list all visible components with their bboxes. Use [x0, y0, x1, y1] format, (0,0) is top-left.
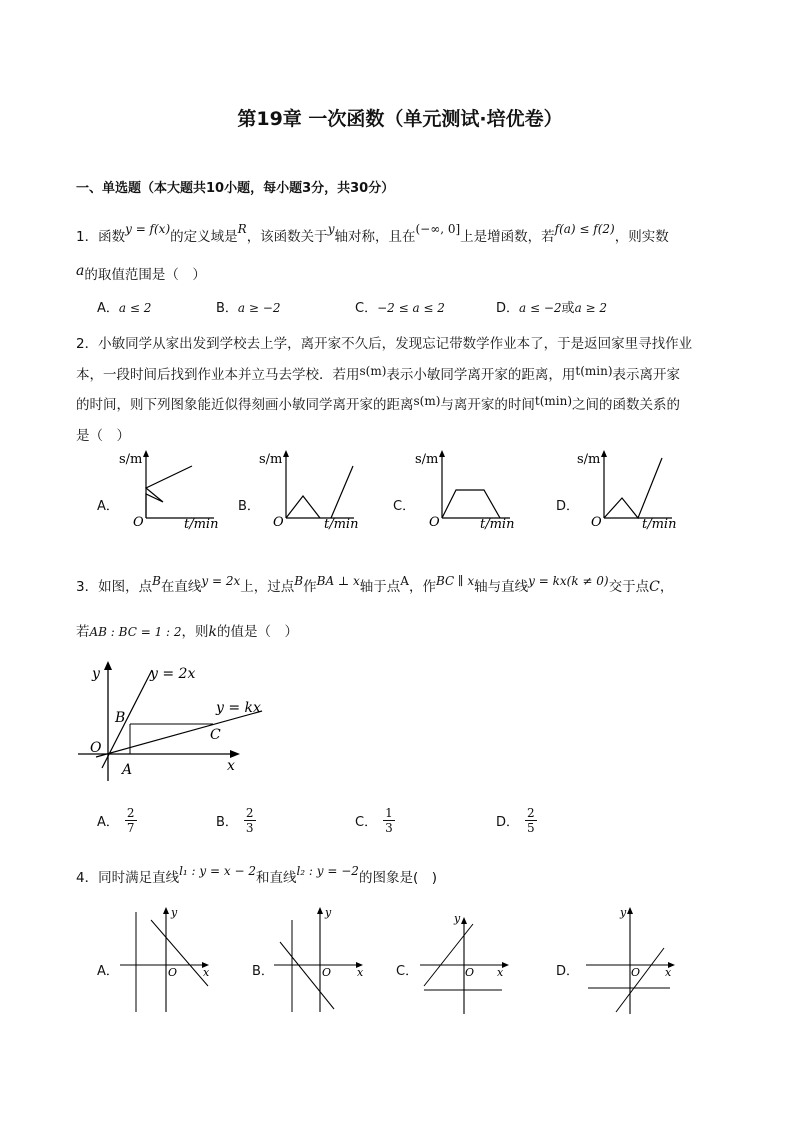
- option-label: B．: [216, 301, 238, 316]
- origin-label: O: [133, 515, 144, 530]
- q4-text: 4．同时满足直线: [76, 870, 180, 886]
- option-math: −2 ≤ a ≤ 2: [377, 301, 445, 315]
- question-3-line-1: [76, 575, 673, 595]
- question-4-line: [76, 866, 437, 886]
- q3-option-b[interactable]: [216, 806, 256, 835]
- q1-math: y: [327, 222, 335, 236]
- q1-text: 的定义域是: [170, 229, 238, 245]
- question-3-line-2: [76, 620, 298, 640]
- graph-line: [331, 466, 353, 518]
- axis-x-label: t/min: [480, 517, 515, 532]
- section-heading: 一、单选题（本大题共10小题，每小题3分，共30分）: [76, 181, 395, 196]
- q2-text: 与离开家的时间: [440, 397, 535, 413]
- q3-text: ，则: [181, 624, 209, 640]
- q1-number: 1．: [76, 229, 99, 245]
- q3-text: 3．如图，点: [76, 579, 153, 595]
- origin-label: O: [168, 966, 178, 979]
- y-axis-arrow: [461, 917, 467, 924]
- graph-line: [604, 458, 662, 518]
- y-axis-arrow: [627, 907, 633, 914]
- graph-line: [286, 496, 320, 518]
- q1-option-b[interactable]: [216, 297, 280, 316]
- q2-graph-d: [574, 448, 684, 532]
- q2-graph-c: [412, 448, 522, 532]
- page-title: 第19章 一次函数（单元测试·培优卷）: [237, 108, 563, 130]
- q3-math: C: [649, 579, 660, 595]
- q1-option-a[interactable]: [97, 297, 151, 316]
- q3-text: 作: [303, 579, 317, 595]
- q4-math: l₂ : y = −2: [296, 864, 359, 878]
- q3-math: BC ∥ x: [435, 574, 475, 588]
- q4-option-d[interactable]: D．: [556, 964, 580, 979]
- axis-y-label: s/m: [259, 452, 283, 467]
- question-2-line-2: [76, 363, 680, 383]
- q1-math: R: [237, 222, 247, 236]
- q3-math: y = 2x: [201, 574, 241, 588]
- option-label: D．: [496, 301, 520, 316]
- option-label: B．: [216, 815, 238, 830]
- origin-label: O: [429, 515, 440, 530]
- graph-line: [151, 920, 208, 986]
- q2-text: 表示小敏同学离开家的距离，用: [386, 367, 576, 383]
- q3-math: B: [294, 574, 304, 588]
- graph-line: [146, 466, 192, 518]
- q2-math: s(m): [413, 394, 441, 408]
- axis-x-label: t/min: [184, 517, 219, 532]
- question-2-line-4: 是（ ）: [76, 428, 130, 444]
- axis-x-label: x: [203, 966, 210, 979]
- q3-math: B: [152, 574, 161, 588]
- fraction-denominator: 5: [527, 821, 535, 835]
- q3-math: y = kx(k ≠ 0): [528, 574, 609, 588]
- q4-graph-a: [118, 904, 218, 1014]
- q4-text: 的图象是( ): [358, 870, 437, 886]
- origin-label: O: [322, 966, 332, 979]
- q4-graph-c: [418, 904, 518, 1014]
- question-2-line-1: 2．小敏同学从家出发到学校去上学，离开家不久后，发现忘记带数学作业本了，于是返回家里寻找作业: [76, 336, 693, 352]
- axis-y-label: s/m: [577, 452, 601, 467]
- label-b: B: [115, 710, 126, 726]
- q1-math: (−∞, 0]: [415, 222, 461, 236]
- q1-option-d[interactable]: [496, 297, 607, 316]
- q2-text: 本，一段时间后找到作业本并立马去学校．若用: [76, 367, 360, 383]
- q3-math: A: [400, 574, 409, 588]
- label-line-kx: y = kx: [216, 700, 261, 716]
- option-label: A．: [97, 815, 119, 830]
- axis-y-label: y: [620, 906, 627, 919]
- origin-label: O: [591, 515, 602, 530]
- fraction-numerator: 1: [385, 806, 393, 820]
- label-line-2x: y = 2x: [150, 666, 196, 682]
- q1-text: 上是增函数，若: [460, 229, 555, 245]
- q3-option-a[interactable]: [97, 806, 137, 835]
- q2-text: 的时间，则下列图象能近似得刻画小敏同学离开家的距离: [76, 397, 414, 413]
- q1-option-c[interactable]: [355, 297, 445, 316]
- q3-text: 若: [76, 624, 90, 640]
- fraction-denominator: 3: [385, 821, 393, 835]
- q2-option-c[interactable]: C．: [393, 499, 416, 514]
- q3-text: ，作: [408, 579, 436, 595]
- option-label: C．: [355, 815, 378, 830]
- label-a: A: [122, 762, 133, 778]
- q2-graph-b: [256, 448, 366, 532]
- q2-math: t(min): [575, 364, 613, 378]
- q3-text: 上，过点: [240, 579, 295, 595]
- q3-option-c[interactable]: [355, 806, 395, 835]
- q4-option-b[interactable]: B．: [252, 964, 274, 979]
- q3-text: 交于点: [608, 579, 650, 595]
- y-axis-arrow: [601, 450, 607, 457]
- q2-graph-a: [116, 448, 226, 532]
- option-text: 或: [561, 301, 575, 316]
- option-math: a ≤ 2: [118, 301, 152, 315]
- fraction-numerator: 2: [126, 806, 135, 820]
- axis-y-label: s/m: [415, 452, 439, 467]
- q1-math: f(a) ≤ f(2): [554, 222, 615, 236]
- q3-text: 轴与直线: [474, 579, 529, 595]
- axis-x-label: t/min: [324, 517, 359, 532]
- q2-math: t(min): [534, 394, 573, 408]
- y-axis-arrow: [283, 450, 289, 457]
- q4-graph-b: [272, 904, 372, 1014]
- option-label: A．: [97, 301, 119, 316]
- axis-x-label: x: [665, 966, 672, 979]
- option-label: C．: [355, 301, 378, 316]
- y-axis-arrow: [163, 907, 169, 914]
- q4-graph-d: [584, 904, 684, 1014]
- axis-x-label: t/min: [642, 517, 677, 532]
- q1-text: 轴对称，且在: [334, 229, 416, 245]
- axis-x-label: x: [357, 966, 364, 979]
- origin-label: O: [273, 515, 284, 530]
- fraction-numerator: 2: [527, 806, 535, 820]
- graph-line: [616, 948, 664, 1012]
- q2-option-b[interactable]: B．: [238, 499, 260, 514]
- y-axis-arrow: [317, 907, 323, 914]
- q3-math: k: [208, 624, 217, 640]
- y-axis-arrow: [439, 450, 445, 457]
- q3-math: AB : BC = 1 : 2: [89, 625, 182, 639]
- graph-line: [442, 490, 500, 518]
- option-math: a ≥ −2: [237, 301, 281, 315]
- q2-text: 之间的函数关系的: [572, 397, 681, 413]
- axis-y-label: y: [454, 912, 461, 925]
- q2-text: 表示离开家: [612, 367, 681, 383]
- option-math: a ≤ −2: [519, 301, 562, 315]
- q4-option-c[interactable]: C．: [396, 964, 419, 979]
- option-fraction: [125, 806, 137, 835]
- x-axis-arrow: [230, 750, 240, 758]
- y-axis-arrow: [104, 661, 112, 670]
- label-x: x: [227, 758, 235, 774]
- q2-option-d[interactable]: D．: [556, 499, 580, 514]
- origin-label: O: [465, 966, 475, 979]
- option-fraction: [525, 806, 537, 835]
- q1-text: ，该函数关于: [246, 229, 328, 245]
- option-fraction: [383, 806, 395, 835]
- q1-math: y = f(x): [125, 222, 171, 236]
- question-2-line-3: [76, 393, 680, 413]
- q3-text: 的值是（ ）: [217, 624, 298, 640]
- label-y: y: [92, 666, 100, 682]
- option-label: D．: [496, 815, 520, 830]
- q3-option-d[interactable]: [496, 806, 537, 835]
- q4-option-a[interactable]: A．: [97, 964, 119, 979]
- q1-text: 函数: [98, 229, 126, 245]
- fraction-denominator: 3: [245, 821, 254, 835]
- axis-y-label: y: [325, 906, 332, 919]
- fraction-numerator: 2: [245, 806, 254, 820]
- origin-label: O: [631, 966, 641, 979]
- label-o: O: [90, 740, 102, 756]
- q3-text: 轴于点: [359, 579, 401, 595]
- q1-text: ，则实数: [614, 229, 669, 245]
- q1-math: a: [76, 263, 85, 279]
- fraction-denominator: 7: [126, 821, 135, 835]
- q2-math: s(m): [359, 364, 387, 378]
- q3-text: 在直线: [160, 579, 202, 595]
- q3-text: ，: [659, 579, 674, 595]
- q1-text: 的取值范围是（ ）: [84, 267, 206, 283]
- question-1-line-1: [76, 222, 669, 245]
- axis-y-label: y: [171, 906, 178, 919]
- label-c: C: [210, 727, 221, 743]
- axis-x-label: x: [497, 966, 504, 979]
- option-math: a ≥ 2: [574, 301, 608, 315]
- question-1-line-2: [76, 263, 206, 283]
- q3-figure: [70, 656, 270, 786]
- q4-math: l₁ : y = x − 2: [179, 864, 256, 878]
- option-fraction: [244, 806, 256, 835]
- q2-option-a[interactable]: A．: [97, 499, 119, 514]
- y-axis-arrow: [143, 450, 149, 457]
- q4-text: 和直线: [255, 870, 297, 886]
- q3-math: BA ⊥ x: [316, 574, 360, 588]
- axis-y-label: s/m: [119, 452, 143, 467]
